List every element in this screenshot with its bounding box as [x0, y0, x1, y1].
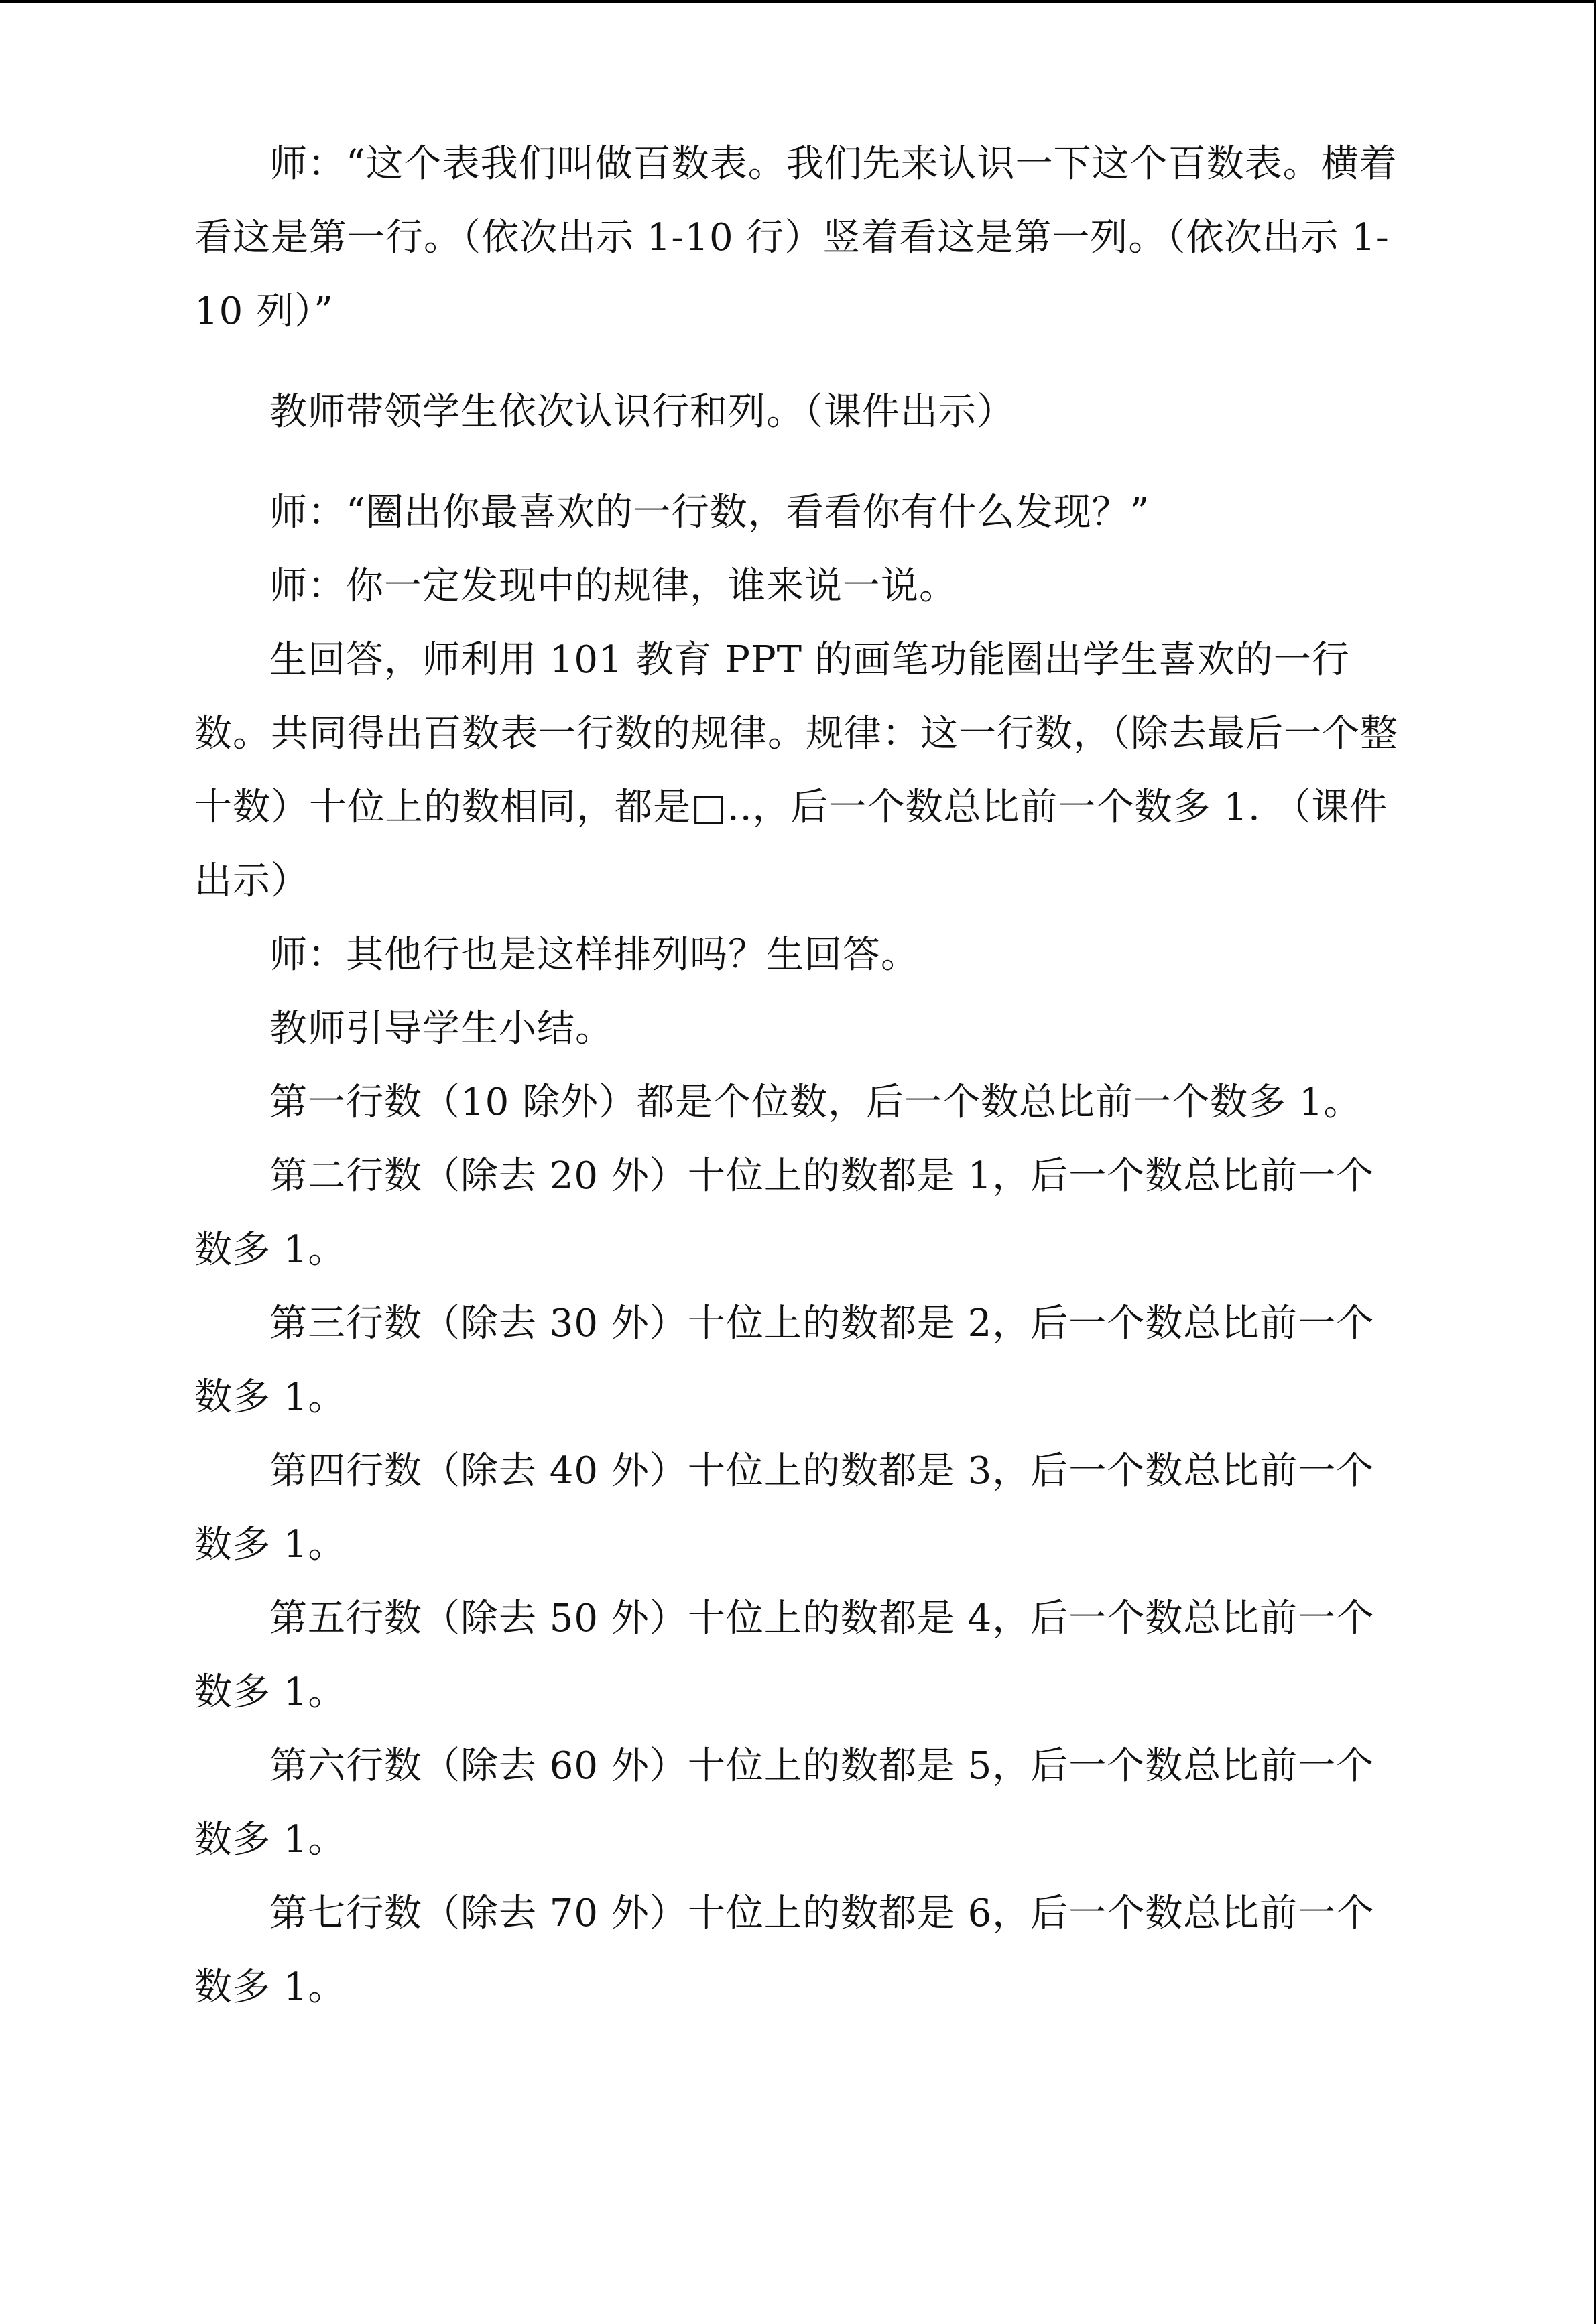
page-top-border [0, 0, 1596, 3]
paragraph-other-rows: 师：其他行也是这样排列吗？生回答。 [269, 933, 919, 977]
document-page [194, 127, 1401, 2024]
paragraph-row-5: 第五行数（除去 50 外）十位上的数都是 4，后一个数总比前一个数多 1。 [194, 1597, 1375, 1714]
paragraph-row-6: 第六行数（除去 60 外）十位上的数都是 5，后一个数总比前一个数多 1。 [194, 1744, 1375, 1861]
paragraph-row-3: 第三行数（除去 30 外）十位上的数都是 2，后一个数总比前一个数多 1。 [194, 1302, 1375, 1419]
paragraph-row-4: 第四行数（除去 40 外）十位上的数都是 3，后一个数总比前一个数多 1。 [194, 1449, 1375, 1567]
paragraph-circle-favorite-row: 师：“圈出你最喜欢的一行数，看看你有什么发现？” [269, 491, 1150, 534]
paragraph-rows-columns: 教师带领学生依次认识行和列。（课件出示） [269, 390, 1015, 434]
paragraph-hundred-table-intro: 师：“这个表我们叫做百数表。我们先来认识一下这个百数表。横着看这是第一行。（依次出示 1-10 行）竖着看这是第一列。（依次出示 1-10 列）” [194, 142, 1398, 333]
paragraph-summary: 教师引导学生小结。 [269, 1007, 613, 1050]
paragraph-discover-rule: 师：你一定发现中的规律，谁来说一说。 [269, 564, 957, 608]
paragraph-row-2: 第二行数（除去 20 外）十位上的数都是 1，后一个数总比前一个数多 1。 [194, 1154, 1375, 1272]
paragraph-row-1: 第一行数（10 除外）都是个位数，后一个数总比前一个数多 1。 [269, 1081, 1362, 1124]
paragraph-row-7: 第七行数（除去 70 外）十位上的数都是 6，后一个数总比前一个数多 1。 [194, 1892, 1375, 2009]
paragraph-student-answer: 生回答，师利用 101 教育 PPT 的画笔功能圈出学生喜欢的一行数。共同得出百数表一行数的规律。规律：这一行数，（除去最后一个整十数）十位上的数相同，都是□..，后一个数总比前一个数多 1. （课件出示） [194, 638, 1398, 903]
